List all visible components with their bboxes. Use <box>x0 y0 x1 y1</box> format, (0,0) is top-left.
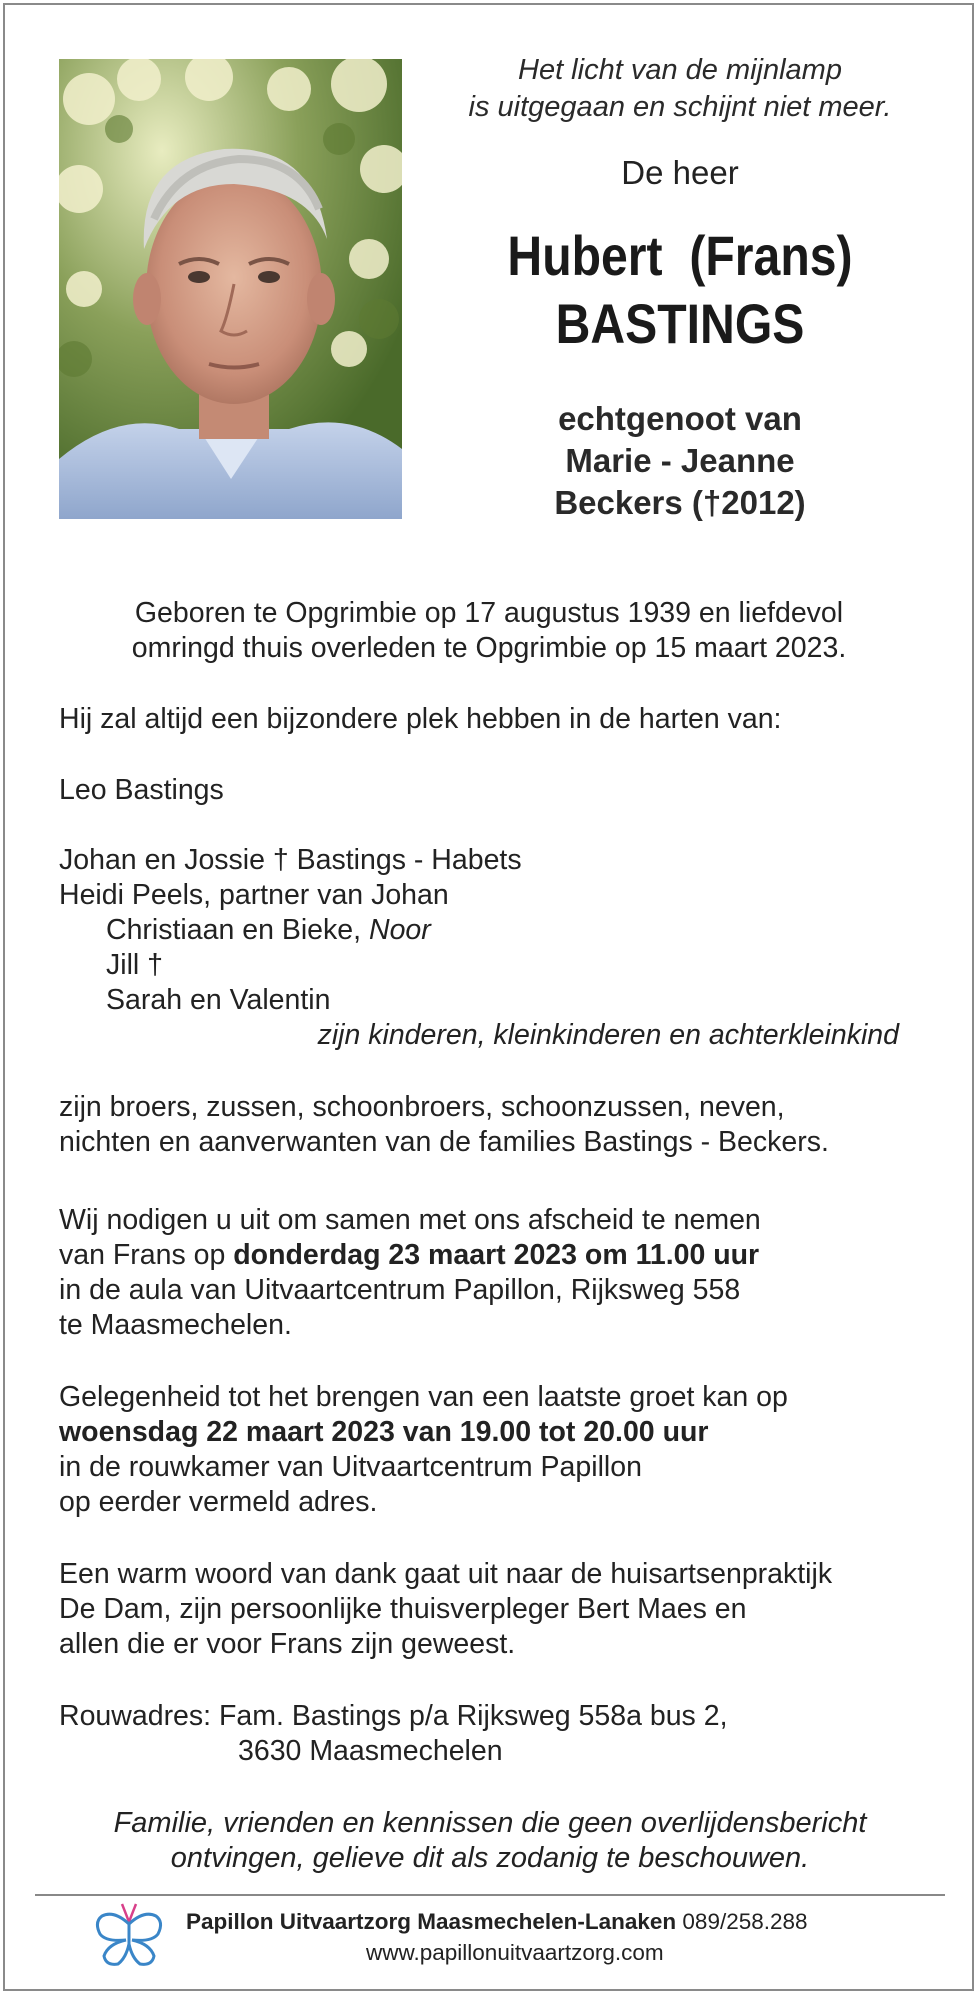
spouse-line: Beckers (†2012) <box>554 484 806 521</box>
visitation-info <box>59 1380 939 1520</box>
ceremony-line: te Maasmechelen. <box>59 1309 292 1341</box>
name-line: Hubert (Frans) <box>507 224 853 287</box>
spouse-line: Marie - Jeanne <box>565 442 795 479</box>
spouse-line: echtgenoot van <box>558 400 802 437</box>
ceremony-line: in de aula van Uitvaartcentrum Papillon, Rijksweg 558 <box>59 1274 741 1306</box>
extended-line: zijn broers, zussen, schoonbroers, schoonzussen, neven, <box>59 1091 785 1123</box>
grandchild <box>59 913 939 948</box>
address-line: 3630 Maasmechelen <box>238 1735 503 1767</box>
closing-line: ontvingen, gelieve dit als zodanig te beschouwen. <box>170 1842 810 1874</box>
thanks-line: Een warm woord van dank gaat uit naar de huisartsenpraktijk <box>59 1558 833 1590</box>
thanks-message <box>59 1557 939 1662</box>
company-phone: 089/258.288 <box>682 1909 808 1934</box>
ceremony-prefix: van Frans op <box>59 1239 226 1271</box>
motto <box>420 52 940 126</box>
thanks-line: De Dam, zijn persoonlijke thuisverpleger Bert Maes en <box>59 1593 747 1625</box>
grandchild-names: Christiaan en Bieke, <box>106 914 362 946</box>
visitation-line: op eerder vermeld adres. <box>59 1486 378 1518</box>
birth-death-info <box>59 596 919 666</box>
thanks-line: allen die er voor Frans zijn geweest. <box>59 1628 516 1660</box>
ceremony-datetime: donderdag 23 maart 2023 om 11.00 uur <box>233 1239 760 1271</box>
visitation-line: in de rouwkamer van Uitvaartcentrum Papillon <box>59 1451 642 1483</box>
visitation-datetime: woensdag 22 maart 2023 van 19.00 tot 20.00 uur <box>59 1416 709 1448</box>
butterfly-icon <box>92 1900 166 1970</box>
spouse-info <box>420 398 940 524</box>
honorific: De heer <box>621 154 739 191</box>
footer-divider <box>35 1894 945 1896</box>
motto-line: is uitgegaan en schijnt niet meer. <box>468 91 892 123</box>
family-member: Johan en Jossie † Bastings - Habets <box>59 844 522 876</box>
portrait-photo <box>59 59 402 519</box>
ceremony-line: Wij nodigen u uit om samen met ons afscheid te nemen <box>59 1204 761 1236</box>
great-grandchild: Noor <box>368 914 431 946</box>
family-member: Heidi Peels, partner van Johan <box>59 879 449 911</box>
deceased-name <box>456 222 903 358</box>
funeral-director <box>186 1906 906 1968</box>
company-name: Papillon Uitvaartzorg Maasmechelen-Lanaken <box>186 1909 677 1934</box>
surname-line: BASTINGS <box>555 292 805 355</box>
motto-line: Het licht van de mijnlamp <box>518 54 842 86</box>
funeral-company-line <box>186 1906 906 1937</box>
mourning-address <box>59 1699 939 1769</box>
closing-note <box>40 1806 940 1876</box>
ceremony-info <box>59 1203 939 1343</box>
closing-line: Familie, vrienden en kennissen die geen overlijdensbericht <box>113 1807 867 1839</box>
grandchild: Sarah en Valentin <box>106 984 331 1016</box>
family-intro: Hij zal altijd een bijzondere plek hebben in de harten van: <box>59 703 782 735</box>
grandchild: Jill † <box>106 949 164 981</box>
visitation-line: Gelegenheid tot het brengen van een laatste groet kan op <box>59 1381 788 1413</box>
birth-line: Geboren te Opgrimbie op 17 augustus 1939 en liefdevol <box>134 597 844 629</box>
address-line: Rouwadres: Fam. Bastings p/a Rijksweg 558a bus 2, <box>59 1700 728 1732</box>
ceremony-line <box>59 1238 939 1273</box>
extended-line: nichten en aanverwanten van de families Bastings - Beckers. <box>59 1126 829 1158</box>
relation-caption: zijn kinderen, kleinkinderen en achterkleinkind <box>317 1019 899 1051</box>
extended-family <box>59 1090 939 1160</box>
death-line: omringd thuis overleden te Opgrimbie op 15 maart 2023. <box>131 632 847 664</box>
family-member: Leo Bastings <box>59 774 224 806</box>
company-website[interactable]: www.papillonuitvaartzorg.com <box>366 1940 664 1965</box>
family-list <box>59 843 939 1053</box>
